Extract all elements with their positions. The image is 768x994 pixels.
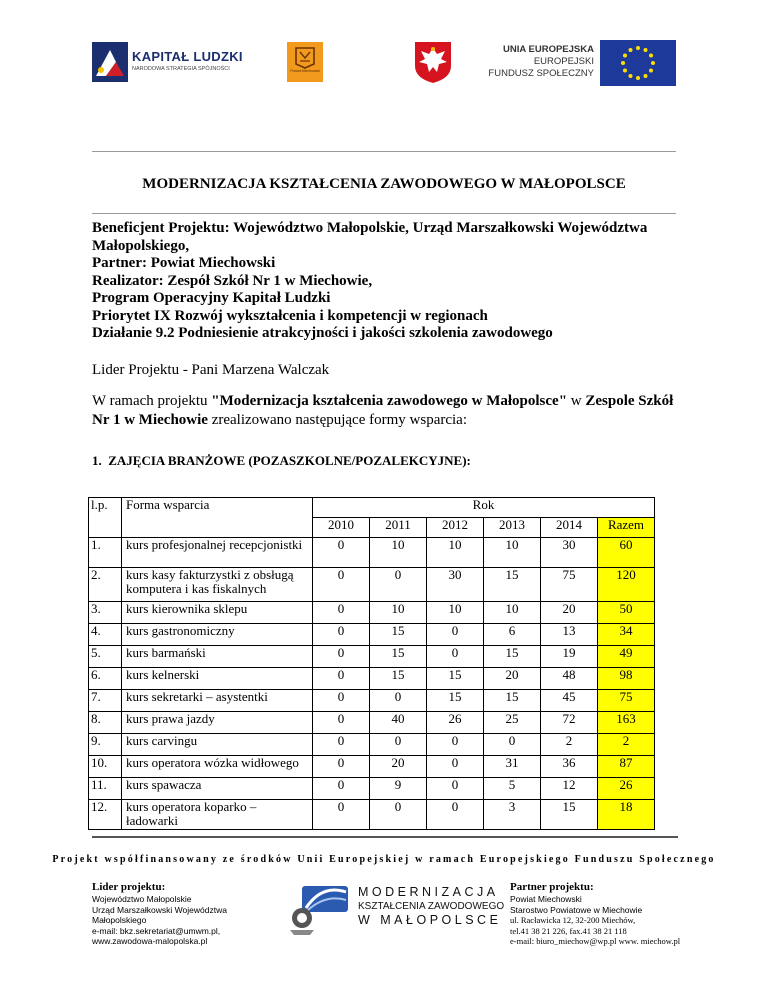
kapital-ludzki-logo (92, 42, 252, 82)
footer-leader (92, 880, 282, 947)
row-total: 2 (598, 734, 655, 756)
row-lp: 1. (89, 538, 122, 568)
intro-paragraph (92, 392, 692, 430)
section-heading (92, 453, 471, 469)
row-value-2014: 13 (541, 624, 598, 646)
cofinance-note: Projekt współfinansowany ze środków Unii Europejskiej w ramach Europejskiego Funduszu Społecznego (52, 854, 716, 865)
row-value-2013: 5 (484, 778, 541, 800)
project-leader: Lider Projektu - Pani Marzena Walczak (92, 362, 330, 378)
document-title: MODERNIZACJA KSZTAŁCENIA ZAWODOWEGO W MAŁOPOLSCE (142, 176, 626, 192)
eu-logo-line-3: FUNDUSZ SPOŁECZNY (488, 68, 594, 79)
kapital-ludzki-title: KAPITAŁ LUDZKI (132, 49, 243, 64)
logo-bar (0, 0, 768, 120)
row-value-2013: 31 (484, 756, 541, 778)
row-lp: 6. (89, 668, 122, 690)
footer-leader-line-2: Urząd Marszałkowski Województwa Małopolskiego (92, 904, 227, 925)
table-row (89, 756, 655, 778)
footer-logo-line-2: KSZTAŁCENIA ZAWODOWEGO (358, 901, 505, 912)
row-value-2010: 0 (313, 756, 370, 778)
row-value-2012: 0 (427, 646, 484, 668)
kapital-ludzki-mark-icon (92, 42, 128, 82)
row-value-2012: 0 (427, 778, 484, 800)
eagle-crest-icon (410, 40, 456, 84)
footer-leader-line-3: e-mail: bkz.sekretariat@umwm.pl, www.zawodowa-malopolska.pl (92, 925, 221, 946)
row-value-2010: 0 (313, 800, 370, 830)
row-form-name: kurs operatora wózka widłowego (122, 756, 313, 778)
row-value-2010: 0 (313, 778, 370, 800)
row-value-2014: 30 (541, 538, 598, 568)
row-value-2013: 15 (484, 690, 541, 712)
row-value-2011: 15 (370, 646, 427, 668)
row-lp: 10. (89, 756, 122, 778)
footer-partner-line-5: e-mail: biuro_miechow@wp.pl www. miechow.pl (510, 936, 681, 946)
row-value-2011: 40 (370, 712, 427, 734)
row-value-2011: 0 (370, 690, 427, 712)
header-year-2012: 2012 (427, 518, 484, 538)
table-row (89, 734, 655, 756)
row-value-2014: 75 (541, 568, 598, 602)
row-form-name: kurs kasy fakturzystki z obsługą komputera i kas fiskalnych (122, 568, 313, 602)
eu-flag-icon (600, 40, 676, 86)
row-value-2012: 0 (427, 800, 484, 830)
row-value-2010: 0 (313, 646, 370, 668)
section-suffix: : (466, 453, 471, 468)
intro-before: W ramach projektu (92, 393, 212, 409)
row-value-2010: 0 (313, 624, 370, 646)
intro-after: zrealizowano następujące formy wsparcia: (207, 412, 467, 428)
row-total: 18 (598, 800, 655, 830)
table-row (89, 538, 655, 568)
row-value-2014: 12 (541, 778, 598, 800)
powiat-logo-label: Powiat Miechowski (290, 69, 320, 73)
row-value-2014: 72 (541, 712, 598, 734)
row-value-2013: 6 (484, 624, 541, 646)
row-form-name: kurs profesjonalnej recepcjonistki (122, 538, 313, 568)
row-form-name: kurs spawacza (122, 778, 313, 800)
row-form-name: kurs carvingu (122, 734, 313, 756)
table-body (89, 498, 655, 830)
row-value-2010: 0 (313, 690, 370, 712)
row-value-2013: 10 (484, 538, 541, 568)
row-form-name: kurs prawa jazdy (122, 712, 313, 734)
row-value-2013: 25 (484, 712, 541, 734)
table-row (89, 712, 655, 734)
header-year-2014: 2014 (541, 518, 598, 538)
table-row (89, 568, 655, 602)
row-lp: 4. (89, 624, 122, 646)
row-value-2012: 30 (427, 568, 484, 602)
footer-partner-line-3: ul. Racławicka 12, 32-200 Miechów, (510, 915, 636, 925)
table-row (89, 690, 655, 712)
header-year-group: Rok (313, 498, 655, 518)
eu-logo-line-1: UNIA EUROPEJSKA (503, 44, 594, 55)
header-year-2011: 2011 (370, 518, 427, 538)
row-value-2012: 26 (427, 712, 484, 734)
row-form-name: kurs kelnerski (122, 668, 313, 690)
row-total: 120 (598, 568, 655, 602)
section-title: ZAJĘCIA BRANŻOWE (POZASZKOLNE/POZALEKCYJNE) (108, 453, 467, 468)
row-value-2011: 15 (370, 668, 427, 690)
row-total: 87 (598, 756, 655, 778)
row-lp: 8. (89, 712, 122, 734)
footer-logo-line-1: MODERNIZACJA (358, 885, 499, 899)
row-total: 75 (598, 690, 655, 712)
header-lp: l.p. (89, 498, 122, 538)
row-lp: 7. (89, 690, 122, 712)
row-value-2010: 0 (313, 734, 370, 756)
project-executor: Realizator: Zespół Szkół Nr 1 w Miechowie, (92, 272, 373, 289)
row-total: 60 (598, 538, 655, 568)
kapital-ludzki-subtitle: NARODOWA STRATEGIA SPÓJNOŚCI (132, 66, 230, 72)
row-value-2010: 0 (313, 602, 370, 624)
footer-partner-heading: Partner projektu: (510, 881, 594, 893)
row-value-2014: 48 (541, 668, 598, 690)
row-value-2010: 0 (313, 568, 370, 602)
row-value-2012: 10 (427, 538, 484, 568)
table-header-row (89, 498, 655, 518)
powiat-crest-icon (287, 42, 323, 82)
eu-logo-line-2: EUROPEJSKI (533, 56, 594, 67)
row-total: 98 (598, 668, 655, 690)
row-value-2010: 0 (313, 538, 370, 568)
support-forms-table (88, 497, 655, 830)
footer-rule (92, 836, 678, 838)
table-row (89, 602, 655, 624)
table-row (89, 778, 655, 800)
footer-partner (510, 880, 710, 947)
table-row (89, 646, 655, 668)
row-value-2011: 9 (370, 778, 427, 800)
header-year-2013: 2013 (484, 518, 541, 538)
section-number: 1. (92, 453, 102, 468)
row-value-2011: 20 (370, 756, 427, 778)
modernizacja-emblem-icon (288, 880, 354, 936)
header-year-2010: 2010 (313, 518, 370, 538)
header-form: Forma wsparcia (122, 498, 313, 538)
row-value-2012: 15 (427, 668, 484, 690)
row-value-2011: 0 (370, 734, 427, 756)
row-value-2013: 15 (484, 646, 541, 668)
row-value-2011: 10 (370, 602, 427, 624)
table-row (89, 800, 655, 830)
row-total: 49 (598, 646, 655, 668)
row-value-2012: 0 (427, 624, 484, 646)
row-form-name: kurs kierownika sklepu (122, 602, 313, 624)
eu-efs-logo (480, 40, 676, 86)
header-total: Razem (598, 518, 655, 538)
row-form-name: kurs sekretarki – asystentki (122, 690, 313, 712)
row-total: 163 (598, 712, 655, 734)
header-rule-bottom (92, 213, 676, 214)
row-lp: 2. (89, 568, 122, 602)
footer-logo-line-3: W MAŁOPOLSCE (358, 913, 502, 927)
row-value-2011: 10 (370, 538, 427, 568)
row-value-2014: 2 (541, 734, 598, 756)
project-program: Program Operacyjny Kapitał Ludzki (92, 290, 331, 306)
row-value-2012: 0 (427, 756, 484, 778)
row-value-2011: 0 (370, 568, 427, 602)
row-lp: 12. (89, 800, 122, 830)
row-value-2013: 0 (484, 734, 541, 756)
row-value-2014: 45 (541, 690, 598, 712)
footer-partner-line-1: Powiat Miechowski (510, 894, 582, 904)
project-priority: Priorytet IX Rozwój wykształcenia i kompetencji w regionach (92, 307, 488, 324)
intro-project-name: "Modernizacja kształcenia zawodowego w Małopolsce" (211, 393, 568, 409)
row-value-2014: 19 (541, 646, 598, 668)
powiat-logo (287, 42, 323, 82)
table-row (89, 668, 655, 690)
row-value-2012: 15 (427, 690, 484, 712)
footer-partner-line-2: Starostwo Powiatowe w Miechowie (510, 904, 643, 915)
row-value-2010: 0 (313, 712, 370, 734)
project-beneficiary: Beneficjent Projektu: Województwo Małopolskie, Urząd Marszałkowski Województwa Małopolskiego, (92, 220, 648, 254)
row-form-name: kurs barmański (122, 646, 313, 668)
row-value-2014: 20 (541, 602, 598, 624)
project-action: Działanie 9.2 Podniesienie atrakcyjności i jakości szkolenia zawodowego (92, 325, 553, 341)
row-value-2013: 20 (484, 668, 541, 690)
footer-modernizacja-logo (288, 880, 505, 940)
intro-middle: w (567, 393, 586, 409)
row-lp: 5. (89, 646, 122, 668)
row-form-name: kurs gastronomiczny (122, 624, 313, 646)
row-lp: 9. (89, 734, 122, 756)
project-info (92, 220, 692, 343)
table-row (89, 624, 655, 646)
row-value-2014: 36 (541, 756, 598, 778)
row-value-2014: 15 (541, 800, 598, 830)
footer-leader-line-1: Województwo Małopolskie (92, 894, 192, 904)
row-value-2013: 10 (484, 602, 541, 624)
row-total: 34 (598, 624, 655, 646)
row-value-2010: 0 (313, 668, 370, 690)
header-rule-top (92, 151, 676, 152)
row-lp: 3. (89, 602, 122, 624)
row-value-2012: 10 (427, 602, 484, 624)
row-value-2013: 15 (484, 568, 541, 602)
project-partner: Partner: Powiat Miechowski (92, 255, 276, 271)
row-lp: 11. (89, 778, 122, 800)
row-total: 50 (598, 602, 655, 624)
row-value-2011: 0 (370, 800, 427, 830)
row-value-2013: 3 (484, 800, 541, 830)
footer-partner-line-4: tel.41 38 21 226, fax.41 38 21 118 (510, 925, 627, 936)
footer-leader-heading: Lider projektu: (92, 881, 166, 893)
malopolska-eagle-logo (410, 40, 456, 84)
row-value-2011: 15 (370, 624, 427, 646)
intro-school: Zespole Szkół Nr 1 w Miechowie (92, 393, 674, 428)
eu-logo-text (488, 44, 594, 80)
row-total: 26 (598, 778, 655, 800)
row-value-2012: 0 (427, 734, 484, 756)
row-form-name: kurs operatora koparko – ładowarki (122, 800, 313, 830)
